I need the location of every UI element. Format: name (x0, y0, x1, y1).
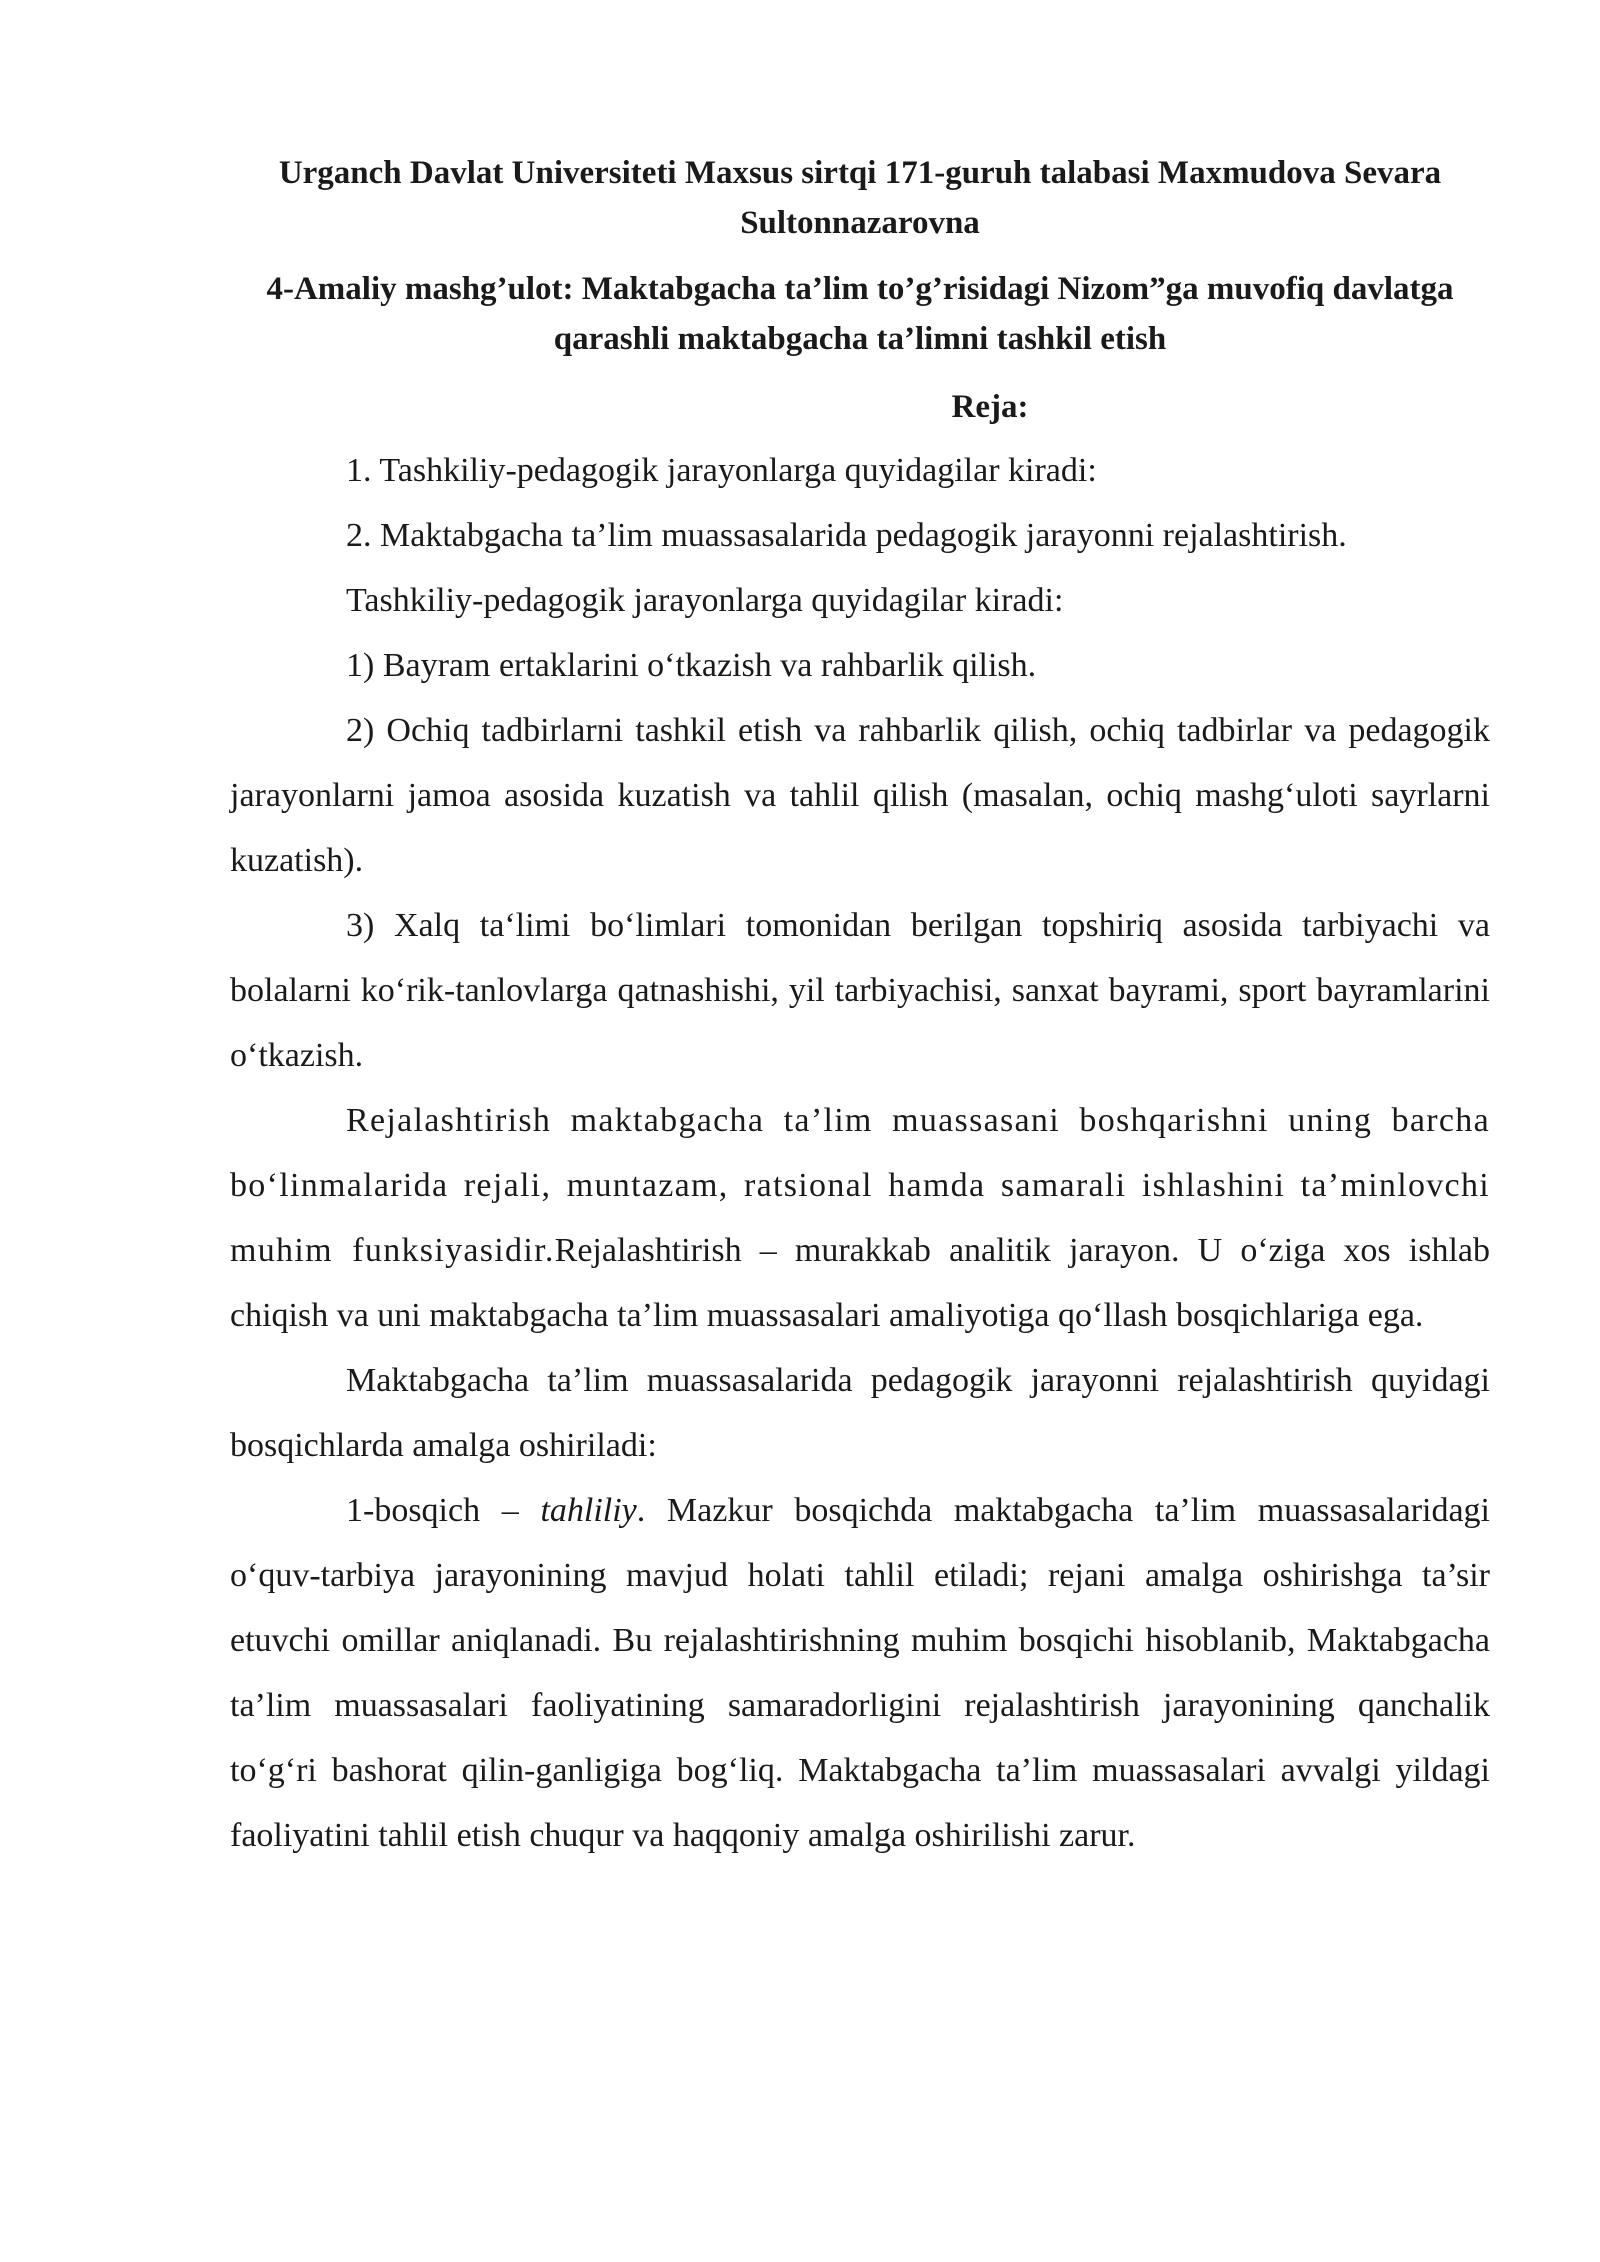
list-item: 2) Ochiq tadbirlarni tashkil etish va rahbarlik qilish, ochiq tadbirlar va pedagogik jarayonlarni jamoa asosida kuzatish va tahlil qilish (masalan, ochiq mashg‘uloti sayrlarni kuzatish). (230, 712, 1490, 879)
planning-process: Rejalashtirish – murakkab analitik jarayon. U o‘ziga xos ishlab chiqish va uni maktabgacha ta’lim muassasalari amaliyotiga qo‘llash bosqichlariga ega. (230, 1232, 1490, 1334)
paragraph-stages: Maktabgacha ta’lim muassasalarida pedagogik jarayonni rejalashtirish quyidagi bosqichlarda amalga oshiriladi: (230, 1362, 1490, 1464)
document-title: Urganch Davlat Universiteti Maxsus sirtqi 171-guruh talabasi Maxmudova Sevara Sultonnazarovna (278, 155, 1442, 241)
list-item: 1) Bayram ertaklarini o‘tkazish va rahbarlik qilish. (346, 647, 1037, 684)
list-item: 3) Xalq ta‘limi bo‘limlari tomonidan berilgan topshiriq asosida tarbiyachi va bolalarni ko‘rik-tanlovlarga qatnashishi, yil tarbiyachisi, sanxat bayrami, sport bayramlarini o‘tkazish. (230, 907, 1490, 1074)
paragraph-intro: Tashkiliy-pedagogik jarayonlarga quyidagilar kiradi: (346, 582, 1064, 619)
stage-1-body: . Mazkur bosqichda maktabgacha ta’lim muassasalaridagi o‘quv-tarbiya jarayonining mavjud holati tahlil etiladi; rejani amalga oshirishga ta’sir etuvchi omillar aniqlanadi. Bu rejalashtirishning muhim bosqichi hisoblanib, Maktabgacha ta’lim muassasalari faoliyatining samaradorligini rejalashtirish jarayonining qanchalik to‘g‘ri bashorat qilin-ganligiga bog‘liq. Maktabgacha ta’lim muassasalari avvalgi yildagi faoliyatini tahlil etish chuqur va haqqoniy amalga oshirilishi zarur. (230, 1492, 1490, 1854)
paragraph-stage-1 (230, 1478, 1490, 1868)
planning-definition: Rejalashtirish maktabgacha ta’lim muassasani boshqarishni uning barcha bo‘linmalarida rejali, muntazam, ratsional hamda samarali ishlashini ta’minlovchi muhim funksiyasidir. (230, 1102, 1490, 1269)
stage-1-term: tahliliy (540, 1492, 637, 1529)
document-subject: 4-Amaliy mashg’ulot: Maktabgacha ta’lim to’g’risidagi Nizom”ga muvofiq davlatga qarashli maktabgacha ta’limni tashkil etish (266, 271, 1454, 357)
document-page (230, 148, 1490, 1868)
plan-item: 1. Tashkiliy-pedagogik jarayonlarga quyidagilar kiradi: (346, 452, 1097, 489)
paragraph-planning (230, 1088, 1490, 1348)
plan-heading: Reja: (951, 389, 1029, 425)
plan-item: 2. Maktabgacha ta’lim muassasalarida pedagogik jarayonni rejalashtirish. (346, 517, 1347, 554)
stage-1-prefix: 1-bosqich – (346, 1492, 541, 1529)
